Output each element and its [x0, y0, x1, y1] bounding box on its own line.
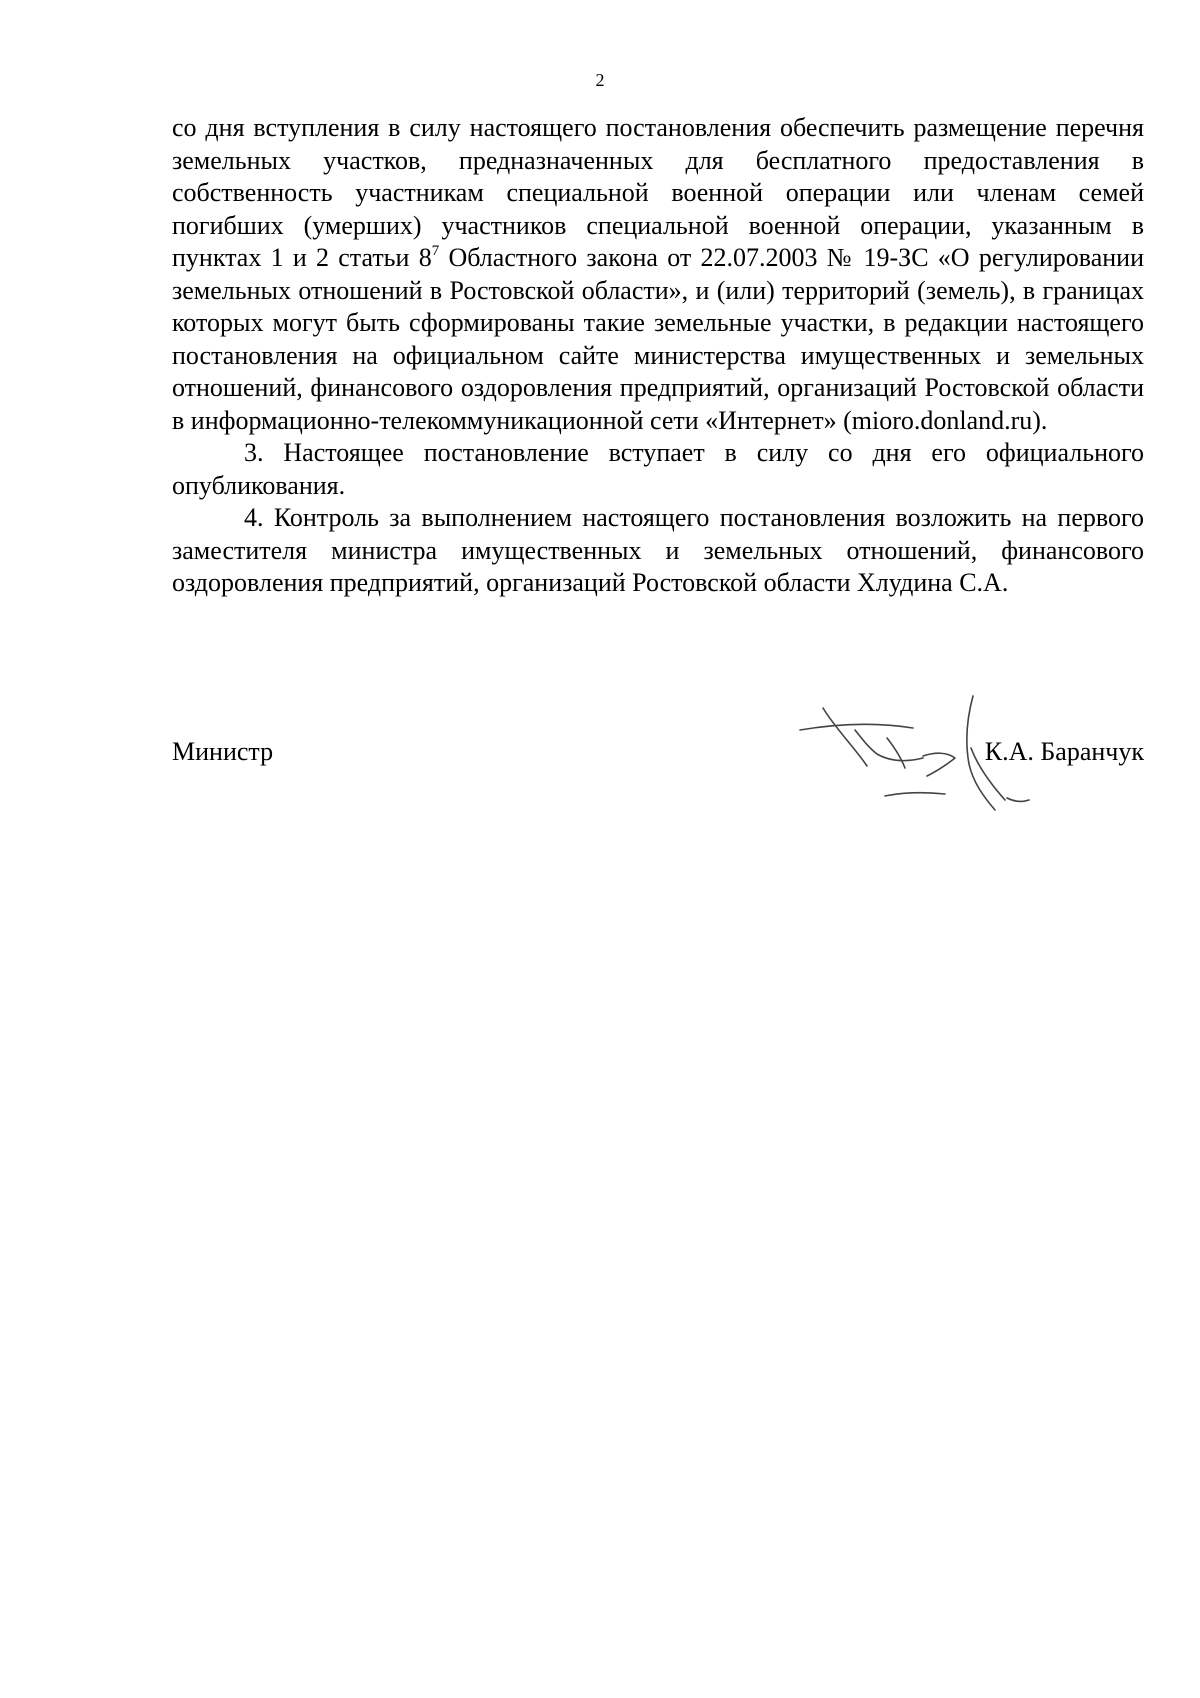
- signer-name: К.А. Баранчук: [984, 737, 1144, 766]
- signature-block: [172, 736, 1144, 776]
- page-number: 2: [595, 70, 605, 90]
- article-superscript: 7: [431, 243, 440, 259]
- signer-title: Министр: [172, 737, 274, 766]
- paragraph-item-3: 3. Настоящее постановление вступает в силу со дня его официального опубликования.: [172, 438, 1144, 500]
- document-body: [172, 112, 1144, 600]
- paragraph-item-4: 4. Контроль за выполнением настоящего постановления возложить на первого заместителя министра имущественных и земельных отношений, финансового оздоровления предприятий, организаций Ростовской области Хлудина С.А.: [172, 503, 1144, 597]
- paragraph-continuation-text-end: Областного закона от 22.07.2003 № 19-ЗС «О регулировании земельных отношений в Ростовской области», и (или) территорий (земель), в границах которых могут быть сформированы такие земельные участки, в редакции настоящего постановления на официальном сайте министерства имущественных и земельных отношений, финансового оздоровления предприятий, организаций Ростовской области в информационно-телекоммуникационной сети «Интернет» (mioro.donland.ru).: [172, 243, 1144, 435]
- paragraph-continuation-text-start: со дня вступления в силу настоящего постановления обеспечить размещение перечня земельных участков, предназначенных для бесплатного предоставления в собственность участникам специальной военной операции или членам семей погибших (умерших) участников специальной военной операции, указанным в пунктах 1 и 2 статьи 8: [172, 113, 1144, 272]
- paragraph-continuation: [172, 112, 1144, 437]
